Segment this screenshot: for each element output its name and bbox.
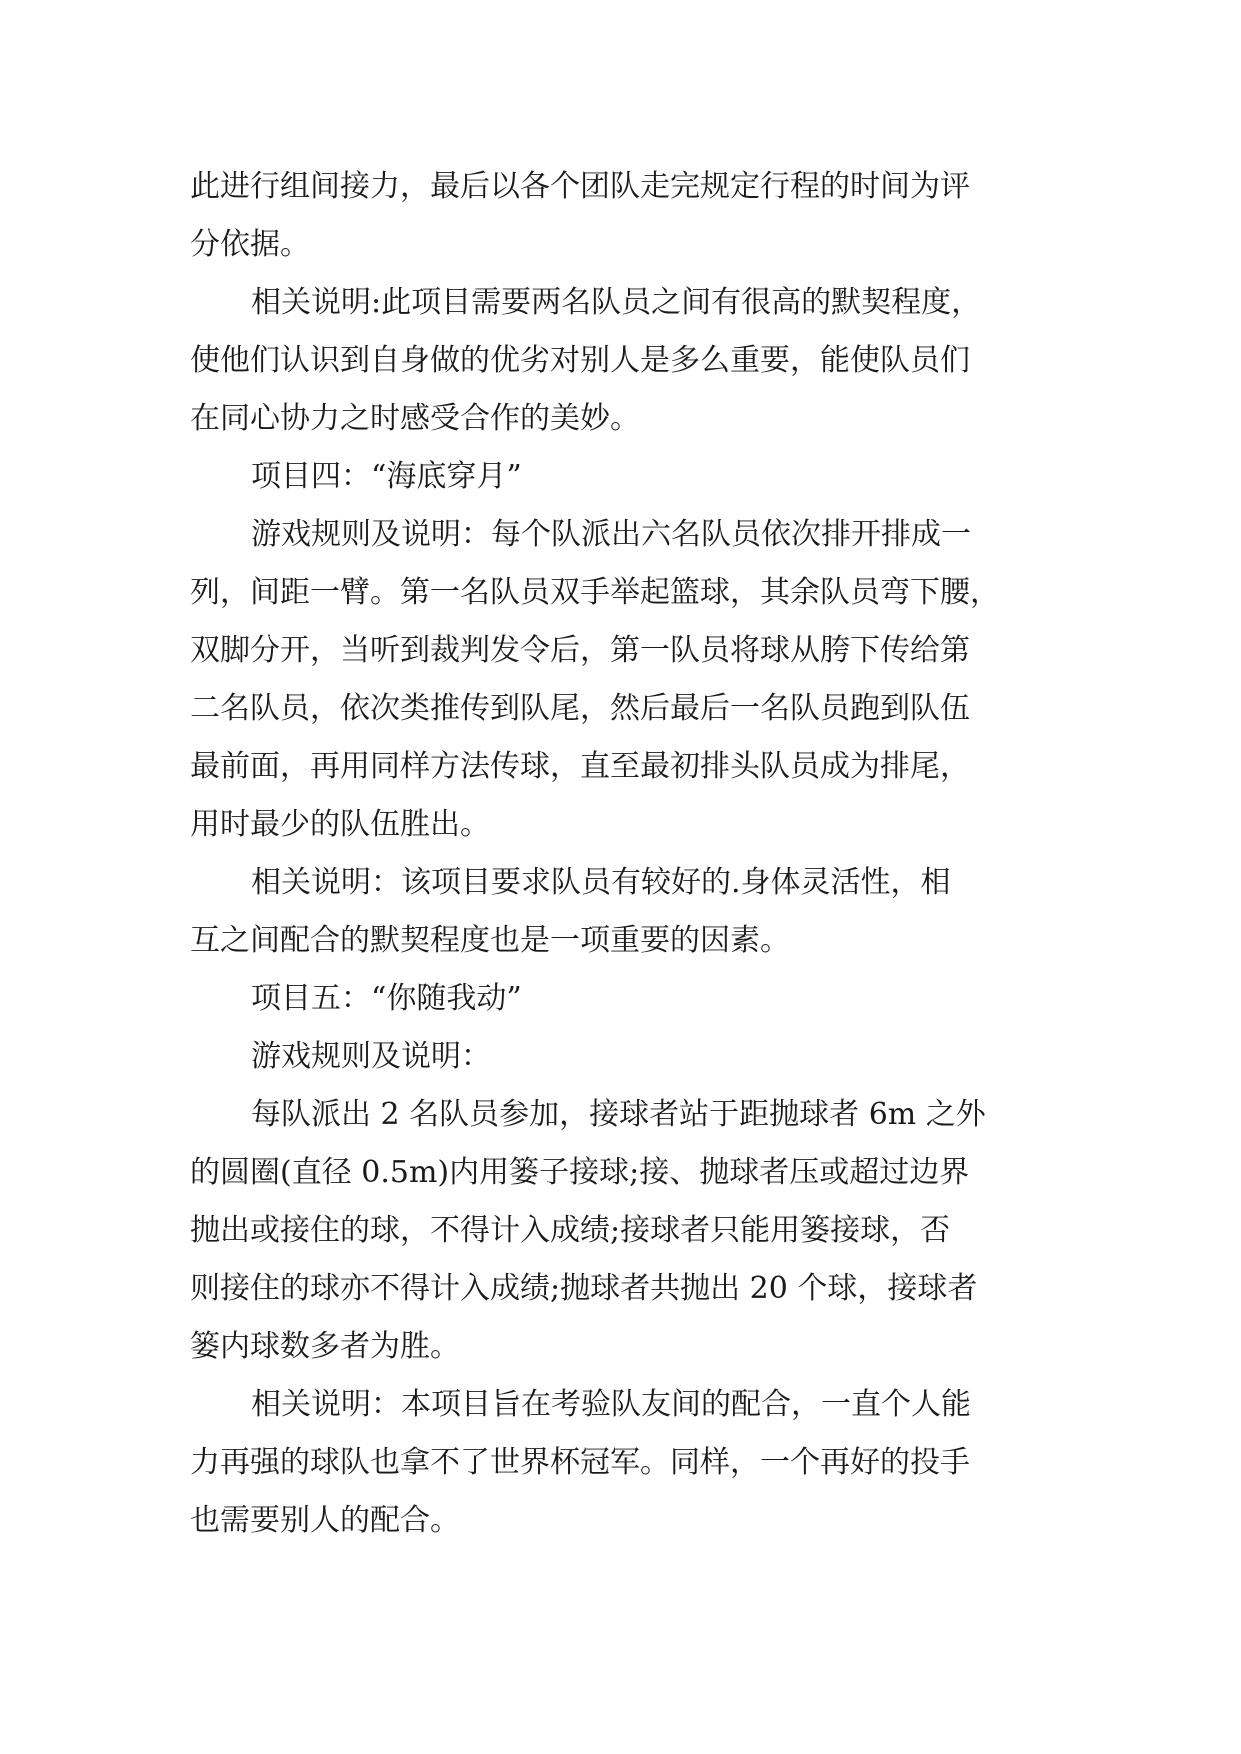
text-line: 游戏规则及说明：: [251, 1039, 491, 1074]
text-line: 互之间配合的默契程度也是一项重要的因素。: [190, 923, 790, 958]
text-line: 用时最少的队伍胜出。: [190, 807, 490, 842]
text-line: 分依据。: [190, 227, 310, 262]
text-line: 篓内球数多者为胜。: [190, 1329, 460, 1364]
text-line: 则接住的球亦不得计入成绩;抛球者共抛出 20 个球，接球者: [190, 1271, 978, 1306]
text-line: 游戏规则及说明：每个队派出六名队员依次排开排成一: [251, 517, 971, 552]
text-line: 列，间距一臂。第一名队员双手举起篮球，其余队员弯下腰，: [190, 575, 1000, 610]
text-line: 相关说明：本项目旨在考验队友间的配合，一直个人能: [251, 1387, 971, 1422]
text-line: 二名队员，依次类推传到队尾，然后最后一名队员跑到队伍: [190, 691, 970, 726]
text-line: 相关说明:此项目需要两名队员之间有很高的默契程度，: [251, 285, 982, 320]
text-line: 力再强的球队也拿不了世界杯冠军。同样，一个再好的投手: [190, 1445, 970, 1480]
text-line: 此进行组间接力，最后以各个团队走完规定行程的时间为评: [190, 169, 970, 204]
text-line: 相关说明：该项目要求队员有较好的.身体灵活性，相: [251, 865, 951, 900]
section-heading: 项目五：“你随我动”: [251, 981, 522, 1016]
text-line: 在同心协力之时感受合作的美妙。: [190, 401, 640, 436]
text-line: 也需要别人的配合。: [190, 1503, 460, 1538]
text-line: 每队派出 2 名队员参加，接球者站于距抛球者 6m 之外: [251, 1097, 986, 1132]
text-line: 抛出或接住的球，不得计入成绩;接球者只能用篓接球，否: [190, 1213, 951, 1248]
text-line: 的圆圈(直径 0.5m)内用篓子接球;接、抛球者压或超过边界: [190, 1155, 970, 1190]
section-heading: 项目四：“海底穿月”: [251, 459, 522, 494]
text-line: 双脚分开，当听到裁判发令后，第一队员将球从胯下传给第: [190, 633, 970, 668]
text-line: 最前面，再用同样方法传球，直至最初排头队员成为排尾，: [190, 749, 970, 784]
document-page: [190, 158, 1090, 1550]
text-line: 使他们认识到自身做的优劣对别人是多么重要，能使队员们: [190, 343, 970, 378]
